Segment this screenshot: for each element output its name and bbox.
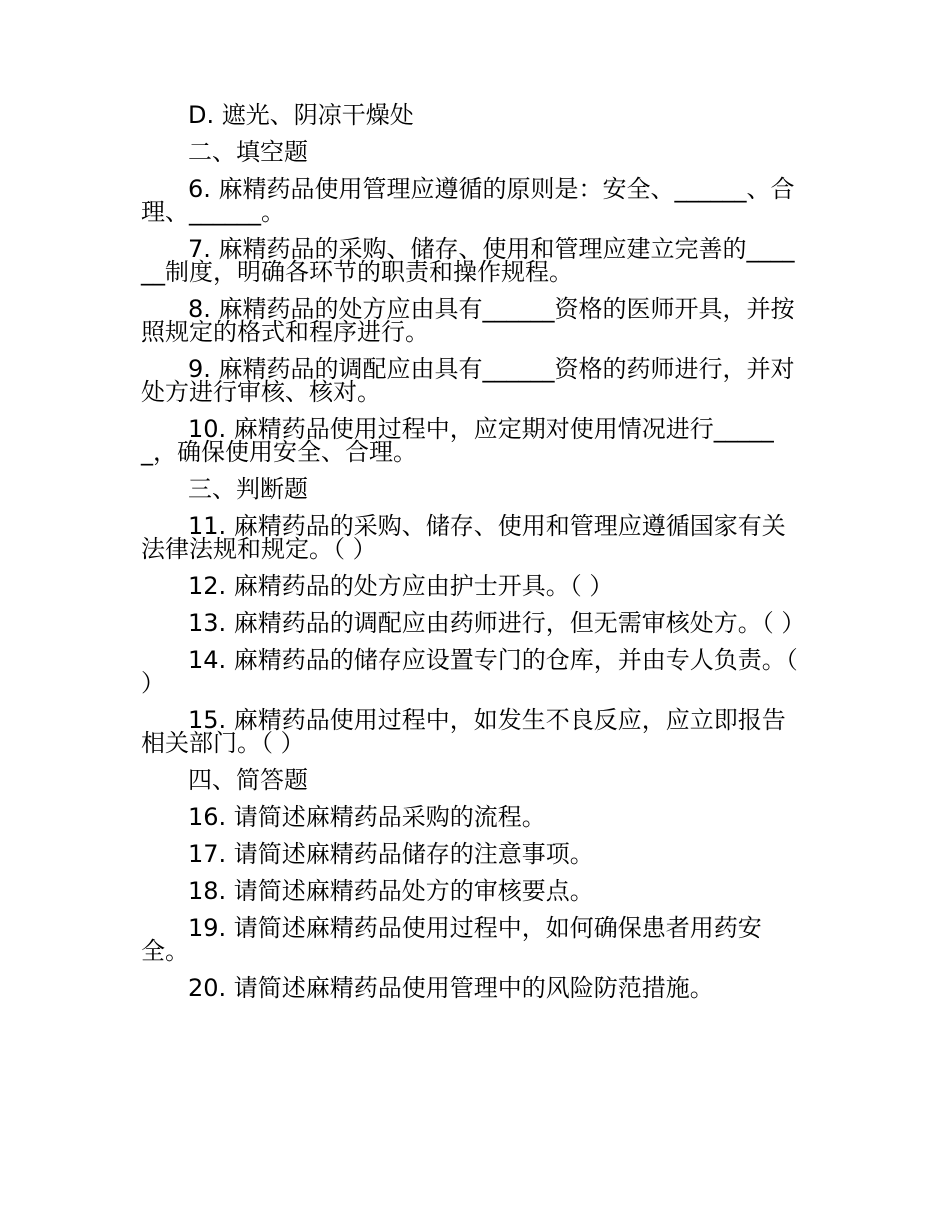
document-page (141, 101, 806, 1014)
question-14: 14. 麻精药品的储存应设置专门的仓库，并由专人负责。（ ） (141, 646, 798, 697)
question-11: 11. 麻精药品的采购、储存、使用和管理应遵循国家有关法律法规和规定。（ ） (141, 512, 786, 563)
section-heading-fill-blank: 二、填空题 (188, 138, 308, 166)
question-17: 17. 请简述麻精药品储存的注意事项。 (188, 840, 594, 868)
question-13: 13. 麻精药品的调配应由药师进行，但无需审核处方。（ ） (188, 609, 806, 637)
question-8: 8. 麻精药品的处方应由具有______资格的医师开具，并按照规定的格式和程序进行。 (141, 295, 795, 346)
question-12: 12. 麻精药品的处方应由护士开具。（ ） (188, 572, 614, 600)
question-10: 10. 麻精药品使用过程中，应定期对使用情况进行______，确保使用安全、合理。 (141, 415, 774, 466)
option-d: D. 遮光、阴凉干燥处 (188, 101, 414, 129)
question-19: 19. 请简述麻精药品使用过程中，如何确保患者用药安全。 (141, 914, 762, 965)
question-20: 20. 请简述麻精药品使用管理中的风险防范措施。 (188, 974, 714, 1002)
section-heading-short-answer: 四、简答题 (188, 766, 308, 794)
question-15: 15. 麻精药品使用过程中，如发生不良反应，应立即报告相关部门。（ ） (141, 706, 786, 757)
question-9: 9. 麻精药品的调配应由具有______资格的药师进行，并对处方进行审核、核对。 (141, 355, 795, 406)
question-16: 16. 请简述麻精药品采购的流程。 (188, 803, 546, 831)
section-heading-true-false: 三、判断题 (188, 475, 308, 503)
question-6: 6. 麻精药品使用管理应遵循的原则是：安全、______、合理、______。 (141, 175, 795, 226)
question-18: 18. 请简述麻精药品处方的审核要点。 (188, 877, 594, 905)
question-7: 7. 麻精药品的采购、储存、使用和管理应建立完善的______制度，明确各环节的职责和操作规程。 (141, 235, 795, 286)
